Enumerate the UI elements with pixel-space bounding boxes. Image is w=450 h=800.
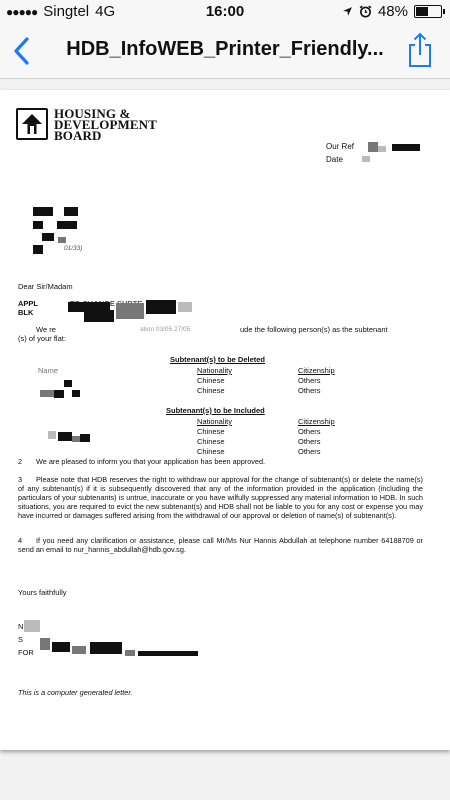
- redacted-ref: [378, 146, 386, 152]
- redacted-address: [33, 245, 43, 254]
- paragraph-number: 3: [18, 475, 23, 484]
- redacted-name: [48, 431, 56, 439]
- battery-percent: 48%: [377, 3, 408, 20]
- nationality-column-header: Nationality: [197, 366, 233, 375]
- battery-icon: [414, 5, 442, 18]
- paragraph-4: [18, 536, 423, 554]
- table-cell: Others: [298, 376, 321, 385]
- redacted-name: [80, 434, 90, 442]
- intro-text: ation 03/05 27/05: [140, 326, 191, 333]
- logo-line: BOARD: [54, 128, 102, 143]
- paragraph-2: [18, 457, 423, 466]
- hdb-logo: [16, 108, 157, 141]
- intro-text: ude the following person(s) as the subtenant: [240, 325, 388, 334]
- redacted-signature: [72, 646, 86, 654]
- paragraph-number: 2: [18, 457, 23, 466]
- table-cell: Others: [298, 386, 321, 395]
- redacted-subject: [178, 302, 192, 312]
- redacted-name: [64, 380, 72, 387]
- logo-line: DEVELOPMENT: [54, 117, 157, 132]
- redacted-name: [58, 432, 72, 441]
- location-icon: [342, 6, 353, 17]
- redacted-ref: [392, 144, 420, 151]
- table-cell: Chinese: [197, 437, 225, 446]
- signal-icon: ●●●●●: [6, 4, 38, 19]
- redacted-name: [72, 390, 80, 397]
- network-label: 4G: [95, 3, 116, 20]
- reference-block: [326, 140, 354, 166]
- house-logo-icon: [16, 108, 48, 140]
- status-bar: [0, 0, 450, 24]
- redacted-subject: [146, 300, 176, 314]
- intro-text: (s) of your flat:: [18, 334, 66, 343]
- salutation: Dear Sir/Madam: [18, 282, 73, 291]
- redacted-signature: [90, 642, 122, 654]
- included-table-title: Subtenant(s) to be Included: [166, 406, 265, 415]
- logo-line: HOUSING &: [54, 106, 131, 121]
- redacted-address: [33, 221, 43, 229]
- table-cell: Chinese: [197, 447, 225, 456]
- back-chevron-icon[interactable]: [8, 34, 38, 68]
- paragraph-text: Please note that HDB reserves the right to withdraw our approval for the change of subtenant(s) or delete the name(s) of any subtenant(s) if it is subsequently discovered that any of the information provided in the application (including the particulars of your subtenants) is untrue, inaccurate or you have wilfully suppressed any material information to HDB. In such situations, you are required to evict the new subtenant(s) and HDB shall not be liable to you for any cost or expense you may have incurred or damages suffered arising from the withdrawal of our approval or deletion of name(s) of subtenant(s).: [18, 475, 423, 521]
- table-cell: Chinese: [197, 376, 225, 385]
- redacted-subject: [84, 310, 114, 322]
- redacted-address: [33, 207, 53, 216]
- redacted-name: [72, 436, 80, 442]
- redacted-address: [57, 221, 77, 229]
- deleted-table-title: Subtenant(s) to be Deleted: [170, 355, 266, 364]
- intro-text: We re: [36, 325, 56, 334]
- redacted-address: [64, 207, 78, 216]
- navigation-bar: [0, 24, 450, 79]
- table-cell: Others: [298, 437, 321, 446]
- carrier-label: Singtel: [43, 3, 90, 20]
- redacted-date: [362, 156, 370, 162]
- redacted-signature: [40, 638, 50, 650]
- subject-line: APPL: [18, 299, 39, 308]
- share-icon[interactable]: [406, 32, 434, 68]
- clock: 16:00: [205, 3, 245, 20]
- table-cell: Others: [298, 447, 321, 456]
- subject-line: BLK: [18, 308, 34, 317]
- closing: Yours faithfully: [18, 588, 67, 597]
- battery-fill: [416, 7, 428, 16]
- signature-initial: S: [18, 635, 24, 644]
- paragraph-text: If you need any clarification or assistance, please call Mr/Ms Nur Hannis Abdullah at telephone number 64188709 or send an email to nur_hannis_abdullah@hdb.gov.sg.: [18, 536, 423, 555]
- redacted-subject: [116, 303, 144, 319]
- letter-page[interactable]: [0, 90, 450, 750]
- redacted-ref: [368, 142, 378, 152]
- redacted-address: [42, 233, 54, 241]
- computer-generated-note: This is a computer generated letter.: [18, 688, 133, 697]
- signature-for: FOR: [18, 648, 34, 657]
- paragraph-text: We are pleased to inform you that your application has been approved.: [36, 457, 266, 466]
- redacted-signature: [52, 642, 70, 652]
- paragraph-3: [18, 475, 423, 520]
- date-label: Date: [326, 155, 343, 164]
- nationality-column-header: Nationality: [197, 417, 233, 426]
- redacted-signature: [24, 620, 40, 632]
- our-ref-label: Our Ref: [326, 142, 355, 151]
- citizenship-column-header: Citizenship: [298, 366, 335, 375]
- paragraph-number: 4: [18, 536, 23, 545]
- table-cell: Chinese: [197, 427, 225, 436]
- alarm-icon: [359, 5, 372, 18]
- redacted-signature: [138, 651, 198, 656]
- redacted-signature: [125, 650, 135, 656]
- document-title: HDB_InfoWEB_Printer_Friendly...: [66, 38, 384, 60]
- redacted-name: [54, 390, 64, 398]
- redacted-name: [40, 390, 54, 397]
- table-cell: Others: [298, 427, 321, 436]
- citizenship-column-header: Citizenship: [298, 417, 335, 426]
- table-cell: Chinese: [197, 386, 225, 395]
- name-column-header: Name: [38, 366, 59, 375]
- redacted-address: [58, 237, 66, 243]
- address-fragment: 01/33): [64, 245, 83, 252]
- signature-initial: N: [18, 622, 24, 631]
